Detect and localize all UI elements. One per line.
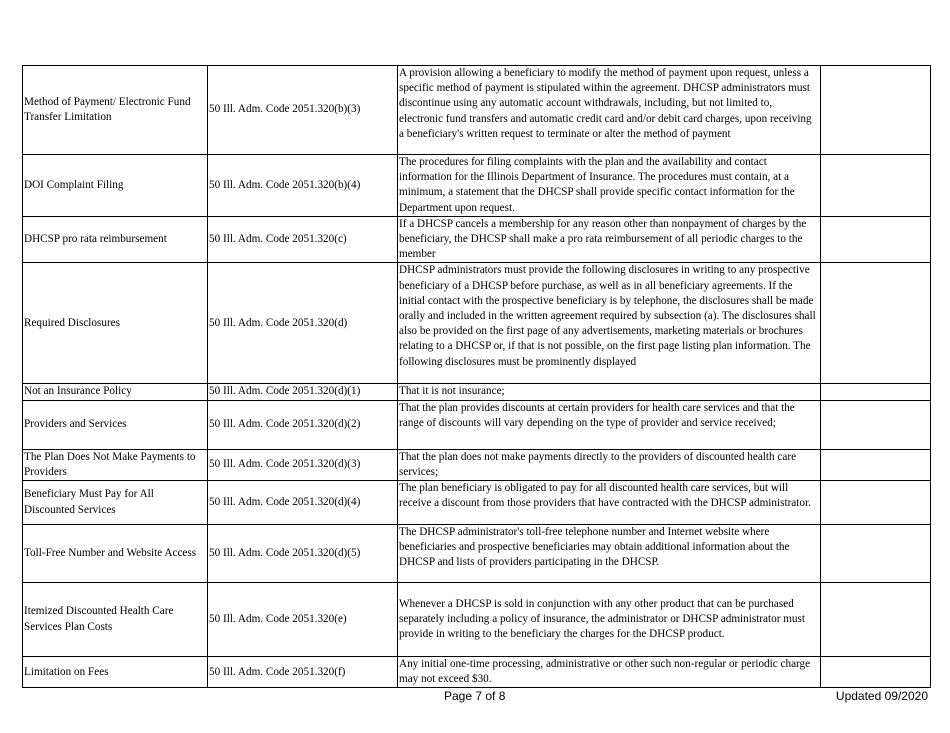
citation-cell: 50 Ill. Adm. Code 2051.320(f)	[208, 657, 398, 688]
requirement-cell: DHCSP administrators must provide the following disclosures in writing to any prospective beneficiary of a DHCSP before purchase, as well as in all beneficiary agreements. If the initial contact with the prospective beneficiary is by telephone, the disclosures shall be made orally and included in the written agreement required by subsection (a). The disclosures shall also be provided on the first page of any advertisements, marketing materials or brochures relating to a DHCSP or, if that is not possible, on the first page listing plan information. The following disclosures must be prominently displayed	[398, 263, 821, 384]
notes-cell	[821, 155, 931, 217]
notes-cell	[821, 481, 931, 525]
notes-cell	[821, 263, 931, 384]
citation-cell: 50 Ill. Adm. Code 2051.320(b)(4)	[208, 155, 398, 217]
table-row	[23, 583, 931, 657]
citation-cell: 50 Ill. Adm. Code 2051.320(c)	[208, 216, 398, 263]
requirements-table	[22, 65, 931, 688]
citation-cell: 50 Ill. Adm. Code 2051.320(d)(4)	[208, 481, 398, 525]
notes-cell	[821, 525, 931, 583]
requirement-cell: That it is not insurance;	[398, 384, 821, 400]
requirement-cell: Whenever a DHCSP is sold in conjunction with any other product that can be purchased separately including a policy of insurance, the administrator or DHCSP administrator must provide in writing to the beneficiary the charges for the DHCSP product.	[398, 583, 821, 657]
updated-date: Updated 09/2020	[835, 689, 928, 703]
topic-cell: DOI Complaint Filing	[23, 155, 208, 217]
table-row	[23, 657, 931, 688]
topic-cell: Providers and Services	[23, 400, 208, 449]
page-number: Page 7 of 8	[444, 689, 506, 703]
citation-cell: 50 Ill. Adm. Code 2051.320(d)(3)	[208, 449, 398, 480]
notes-cell	[821, 583, 931, 657]
citation-cell: 50 Ill. Adm. Code 2051.320(d)	[208, 263, 398, 384]
topic-cell: Toll-Free Number and Website Access	[23, 525, 208, 583]
topic-cell: The Plan Does Not Make Payments to Providers	[23, 449, 208, 480]
table-row	[23, 66, 931, 155]
citation-cell: 50 Ill. Adm. Code 2051.320(e)	[208, 583, 398, 657]
citation-cell: 50 Ill. Adm. Code 2051.320(b)(3)	[208, 66, 398, 155]
citation-cell: 50 Ill. Adm. Code 2051.320(d)(1)	[208, 384, 398, 400]
notes-cell	[821, 384, 931, 400]
requirement-cell: A provision allowing a beneficiary to modify the method of payment upon request, unless a specific method of payment is stipulated within the agreement. DHCSP administrators must discontinue using any automatic account withdrawals, including, but not limited to, electronic fund transfers and automatic credit card and/or debit card charges, upon receiving a beneficiary's written request to terminate or alter the method of payment	[398, 66, 821, 155]
topic-cell: Method of Payment/ Electronic Fund Transfer Limitation	[23, 66, 208, 155]
table-row	[23, 525, 931, 583]
requirement-cell: The DHCSP administrator's toll-free telephone number and Internet website where beneficiaries and prospective beneficiaries may obtain additional information about the DHCSP and lists of providers participating in the DHCSP.	[398, 525, 821, 583]
topic-cell: Beneficiary Must Pay for All Discounted Services	[23, 481, 208, 525]
table-row	[23, 216, 931, 263]
requirement-cell: The plan beneficiary is obligated to pay for all discounted health care services, but will receive a discount from those providers that have contracted with the DHCSP administrator.	[398, 481, 821, 525]
requirement-cell: The procedures for filing complaints with the plan and the availability and contact information for the Illinois Department of Insurance. The procedures must contain, at a minimum, a statement that the DHCSP shall provide specific contact information for the Department upon request.	[398, 155, 821, 217]
requirement-cell: That the plan provides discounts at certain providers for health care services and that the range of discounts will vary depending on the type of provider and service received;	[398, 400, 821, 449]
topic-cell: Not an Insurance Policy	[23, 384, 208, 400]
topic-cell: Required Disclosures	[23, 263, 208, 384]
topic-cell: Limitation on Fees	[23, 657, 208, 688]
citation-cell: 50 Ill. Adm. Code 2051.320(d)(5)	[208, 525, 398, 583]
notes-cell	[821, 657, 931, 688]
requirement-cell: If a DHCSP cancels a membership for any reason other than nonpayment of charges by the beneficiary, the DHCSP shall make a pro rata reimbursement of all periodic charges to the member	[398, 216, 821, 263]
citation-cell: 50 Ill. Adm. Code 2051.320(d)(2)	[208, 400, 398, 449]
table-row	[23, 263, 931, 384]
requirement-cell: That the plan does not make payments directly to the providers of discounted health care services;	[398, 449, 821, 480]
notes-cell	[821, 449, 931, 480]
table-row	[23, 384, 931, 400]
topic-cell: Itemized Discounted Health Care Services Plan Costs	[23, 583, 208, 657]
notes-cell	[821, 66, 931, 155]
requirement-cell: Any initial one-time processing, administrative or other such non-regular or periodic charge may not exceed $30.	[398, 657, 821, 688]
table-row	[23, 449, 931, 480]
topic-cell: DHCSP pro rata reimbursement	[23, 216, 208, 263]
notes-cell	[821, 216, 931, 263]
notes-cell	[821, 400, 931, 449]
table-row	[23, 155, 931, 217]
table-row	[23, 400, 931, 449]
table-row	[23, 481, 931, 525]
